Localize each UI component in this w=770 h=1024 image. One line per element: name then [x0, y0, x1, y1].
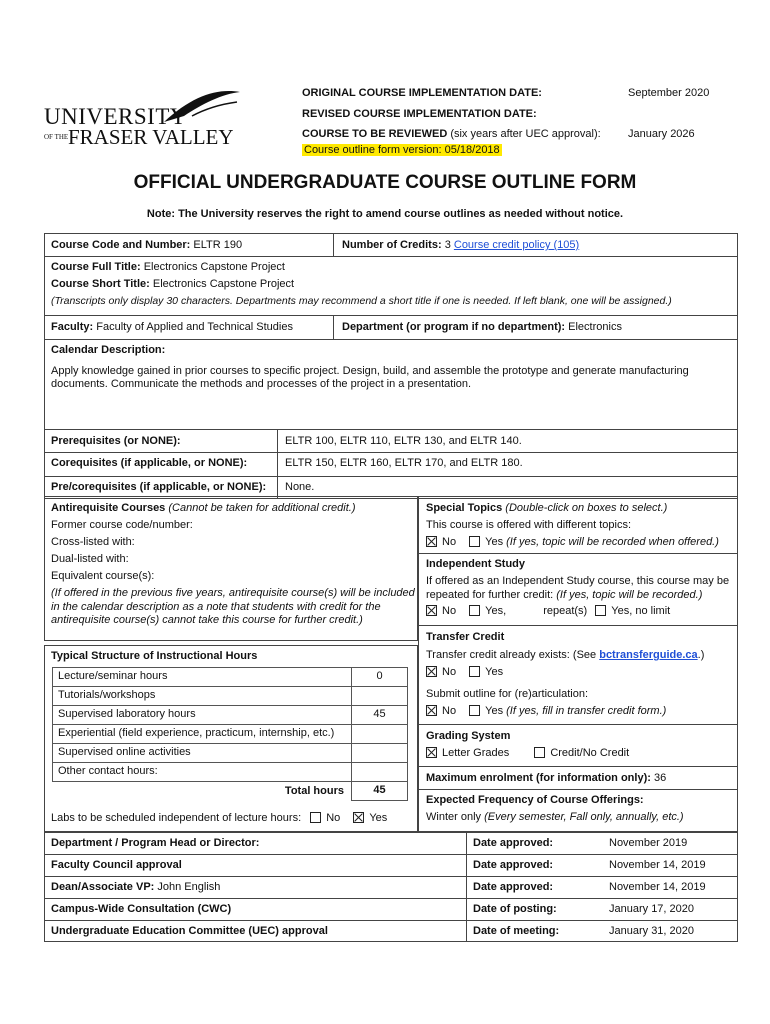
max-enrolment-value: 36 [653, 772, 667, 784]
independent-yes-checkbox[interactable] [469, 605, 480, 616]
original-date-value: September 2020 [628, 87, 710, 99]
hours-row-value[interactable] [351, 686, 408, 706]
approval-row: Dean/Associate VP: John English [51, 881, 221, 893]
review-label: COURSE TO BE REVIEWED [302, 128, 448, 140]
submit-outline-options: No Yes (If yes, fill in transfer credit form.) [426, 705, 666, 717]
total-hours-label: Total hours [284, 785, 344, 797]
department: Department (or program if no department): Electronics [342, 321, 622, 333]
approval-date-label: Date of meeting: [473, 925, 560, 937]
letter-grades-checkbox[interactable] [426, 747, 437, 758]
hours-row-label: Tutorials/workshops [52, 686, 352, 706]
pre-co-label: Pre/corequisites (if applicable, or NONE): [51, 481, 267, 493]
approval-row: Undergraduate Education Committee (UEC) approval [51, 925, 328, 937]
amend-note: Note: The University reserves the right to amend course outlines as needed without notice. [146, 208, 624, 220]
hours-row-value[interactable]: 0 [351, 667, 408, 687]
transfer-exists: Transfer credit already exists: (See bctransferguide.ca.) [426, 649, 705, 661]
hours-heading: Typical Structure of Instructional Hours [51, 650, 258, 662]
antireq-heading: Antirequisite Courses (Cannot be taken for additional credit.) [51, 502, 356, 514]
hours-row-label: Experiential (field experience, practicum, internship, etc.) [52, 724, 352, 744]
grading-heading: Grading System [426, 730, 511, 742]
form-version: Course outline form version: 05/18/2018 [304, 144, 500, 156]
hours-row-label: Supervised online activities [52, 743, 352, 763]
special-topics-heading: Special Topics (Double-click on boxes to select.) [426, 502, 668, 514]
revised-date-label: REVISED COURSE IMPLEMENTATION DATE: [302, 108, 537, 120]
frequency-value: Winter only (Every semester, Fall only, annually, etc.) [426, 811, 684, 823]
coreq-label: Corequisites (if applicable, or NONE): [51, 457, 248, 469]
review-row [302, 128, 601, 140]
logo-of-the: OF THE [44, 133, 69, 141]
dual-listed: Dual-listed with: [51, 553, 129, 565]
credit-policy-link[interactable]: Course credit policy (105) [453, 239, 580, 251]
rearticulation-no-checkbox[interactable] [426, 705, 437, 716]
hours-row-value[interactable] [351, 724, 408, 744]
transfer-heading: Transfer Credit [426, 631, 505, 643]
hours-row-value[interactable] [351, 743, 408, 763]
approval-date-label: Date approved: [473, 859, 554, 871]
submit-outline: Submit outline for (re)articulation: [426, 688, 589, 700]
transfer-no-checkbox[interactable] [426, 666, 437, 677]
independent-heading: Independent Study [426, 558, 525, 570]
independent-no-checkbox[interactable] [426, 605, 437, 616]
frequency-heading: Expected Frequency of Course Offerings: [426, 794, 644, 806]
independent-text: If offered as an Independent Study course, this course may be repeated for further credit: (If yes, topic will be recorded.) [426, 575, 730, 601]
max-enrolment: Maximum enrolment (for information only): 36 [426, 772, 667, 784]
approval-date-value: January 31, 2020 [609, 925, 695, 937]
approval-date-value: November 14, 2019 [609, 881, 706, 893]
transfer-yes-checkbox[interactable] [469, 666, 480, 677]
approval-date-label: Date approved: [473, 881, 554, 893]
calendar-label: Calendar Description: [51, 344, 166, 356]
logo-line1: UNIVERSITY [44, 104, 187, 129]
credit-no-credit-checkbox[interactable] [534, 747, 545, 758]
labs-yes-checkbox[interactable] [353, 812, 364, 823]
course-code: Course Code and Number: ELTR 190 [51, 239, 243, 251]
prereq-label: Prerequisites (or NONE): [51, 435, 181, 447]
logo-line2: FRASER VALLEY [68, 125, 234, 149]
approval-row: Department / Program Head or Director: [51, 837, 260, 849]
approval-date-value: January 17, 2020 [609, 903, 695, 915]
approval-row: Faculty Council approval [51, 859, 182, 871]
total-hours-value: 45 [351, 781, 408, 801]
independent-options: No Yes, repeat(s) Yes, no limit [426, 605, 670, 617]
equivalent-courses: Equivalent course(s): [51, 570, 155, 582]
page-title: OFFICIAL UNDERGRADUATE COURSE OUTLINE FORM [133, 172, 637, 193]
approval-date-value: November 14, 2019 [609, 859, 706, 871]
special-topics-options: No Yes (If yes, topic will be recorded when offered.) [426, 536, 719, 548]
transfer-exists-options: No Yes [426, 666, 503, 678]
bctransferguide-link[interactable]: bctransferguide.ca [599, 649, 698, 661]
approval-date-label: Date approved: [473, 837, 554, 849]
labs-no-checkbox[interactable] [310, 812, 321, 823]
approval-date-label: Date of posting: [473, 903, 557, 915]
grading-options: Letter Grades Credit/No Credit [426, 747, 629, 759]
faculty: Faculty: Faculty of Applied and Technical Studies [51, 321, 293, 333]
original-date-label: ORIGINAL COURSE IMPLEMENTATION DATE: [302, 87, 542, 99]
independent-no-limit-checkbox[interactable] [595, 605, 606, 616]
coreq-value: ELTR 150, ELTR 160, ELTR 170, and ELTR 180. [285, 457, 523, 469]
antireq-note: (If offered in the previous five years, antirequisite course(s) will be included in the calendar description as a note that students with credit for the antirequisite course(s) cannot take this course for further credit.) [51, 587, 415, 626]
course-code-value: ELTR 190 [193, 239, 243, 251]
pre-co-value: None. [285, 481, 315, 493]
special-no-checkbox[interactable] [426, 536, 437, 547]
former-course: Former course code/number: [51, 519, 193, 531]
calendar-text: Apply knowledge gained in prior courses to specific project. Design, build, and assemble the prototype and generate manufacturing documents. Communicate the methods and processes of the project in a presentation. [51, 365, 689, 390]
special-topics-text: This course is offered with different topics: [426, 519, 632, 531]
approval-row: Campus-Wide Consultation (CWC) [51, 903, 232, 915]
hours-row-value[interactable]: 45 [351, 705, 408, 725]
rearticulation-yes-checkbox[interactable] [469, 705, 480, 716]
full-title: Course Full Title: Electronics Capstone Project [51, 261, 285, 273]
review-note: (six years after UEC approval): [450, 128, 601, 140]
credits-value: 3 [444, 239, 451, 251]
prereq-value: ELTR 100, ELTR 110, ELTR 130, and ELTR 140. [285, 435, 522, 447]
university-logo [44, 86, 244, 150]
approval-date-value: November 2019 [609, 837, 688, 849]
short-title: Course Short Title: Electronics Capstone Project [51, 278, 295, 290]
labs-schedule: Labs to be scheduled independent of lecture hours: No Yes [51, 812, 388, 824]
hours-row-label: Other contact hours: [52, 762, 352, 782]
hours-row-value[interactable] [351, 762, 408, 782]
transcript-note: (Transcripts only display 30 characters. Departments may recommend a short title if one is needed. If left blank, one will be assigned.) [51, 295, 672, 307]
cross-listed: Cross-listed with: [51, 536, 135, 548]
special-yes-checkbox[interactable] [469, 536, 480, 547]
credits: Number of Credits: 3 Course credit policy (105) [342, 239, 580, 251]
review-value: January 2026 [628, 128, 695, 140]
hours-row-label: Supervised laboratory hours [52, 705, 352, 725]
hours-row-label: Lecture/seminar hours [52, 667, 352, 687]
